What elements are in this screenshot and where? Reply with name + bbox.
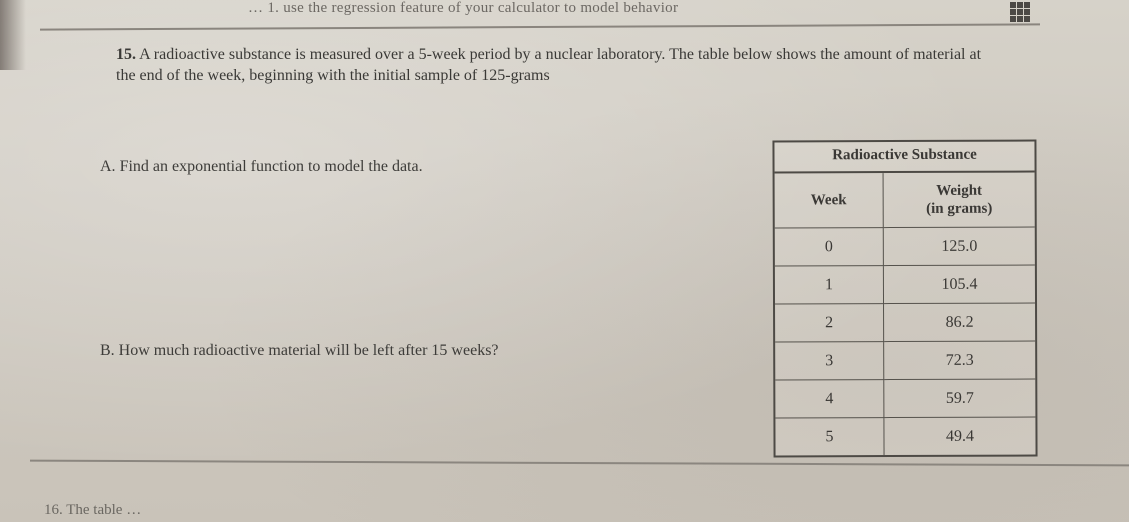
week-cell: 5: [775, 418, 884, 456]
weight-cell: 86.2: [884, 303, 1036, 342]
table-grid: [775, 173, 1036, 456]
problem-number: 15.: [116, 46, 136, 63]
week-cell: 4: [775, 380, 884, 418]
week-cell: 3: [775, 342, 884, 380]
table-row: [775, 341, 1035, 380]
table-header-row: [775, 173, 1035, 228]
grid-icon: [1010, 2, 1032, 24]
part-a-text: Find an exponential function to model the data.: [119, 158, 423, 175]
part-b: [100, 342, 499, 360]
header-week: Week: [775, 173, 884, 228]
part-b-text: How much radioactive material will be left after 15 weeks?: [118, 342, 499, 359]
week-cell: 1: [775, 266, 884, 304]
table-row: [775, 303, 1035, 342]
header-weight-line2: (in grams): [926, 200, 993, 217]
header-weight-line1: Weight: [936, 182, 983, 199]
weight-cell: 49.4: [884, 417, 1036, 455]
part-b-label: B.: [100, 342, 115, 359]
week-cell: 2: [775, 304, 884, 342]
next-problem-text: 16. The table …: [44, 502, 142, 518]
bottom-divider: [30, 460, 1129, 467]
weight-cell: 125.0: [883, 227, 1035, 266]
top-divider: [40, 23, 1040, 30]
page-edge-shadow: [0, 0, 26, 70]
table-row: [775, 227, 1035, 266]
table-row: [775, 265, 1035, 304]
problem-text: A radioactive substance is measured over a 5-week period by a nuclear laboratory. The table below shows the amount of material at the end of the week, beginning with the initial sample of 125-grams: [116, 46, 982, 84]
header-instruction: … 1. use the regression feature of your calculator to model behavior: [248, 0, 679, 16]
table-row: [775, 379, 1035, 418]
data-table: [772, 140, 1037, 458]
table-title: Radioactive Substance: [774, 142, 1034, 174]
part-a-label: A.: [100, 158, 116, 175]
problem-15: [116, 44, 996, 86]
part-a: [100, 158, 423, 176]
weight-cell: 72.3: [884, 341, 1036, 380]
weight-cell: 59.7: [884, 379, 1036, 418]
week-cell: 0: [775, 228, 884, 266]
weight-cell: 105.4: [883, 265, 1035, 304]
header-weight: [883, 173, 1035, 228]
table-row: [775, 417, 1035, 455]
